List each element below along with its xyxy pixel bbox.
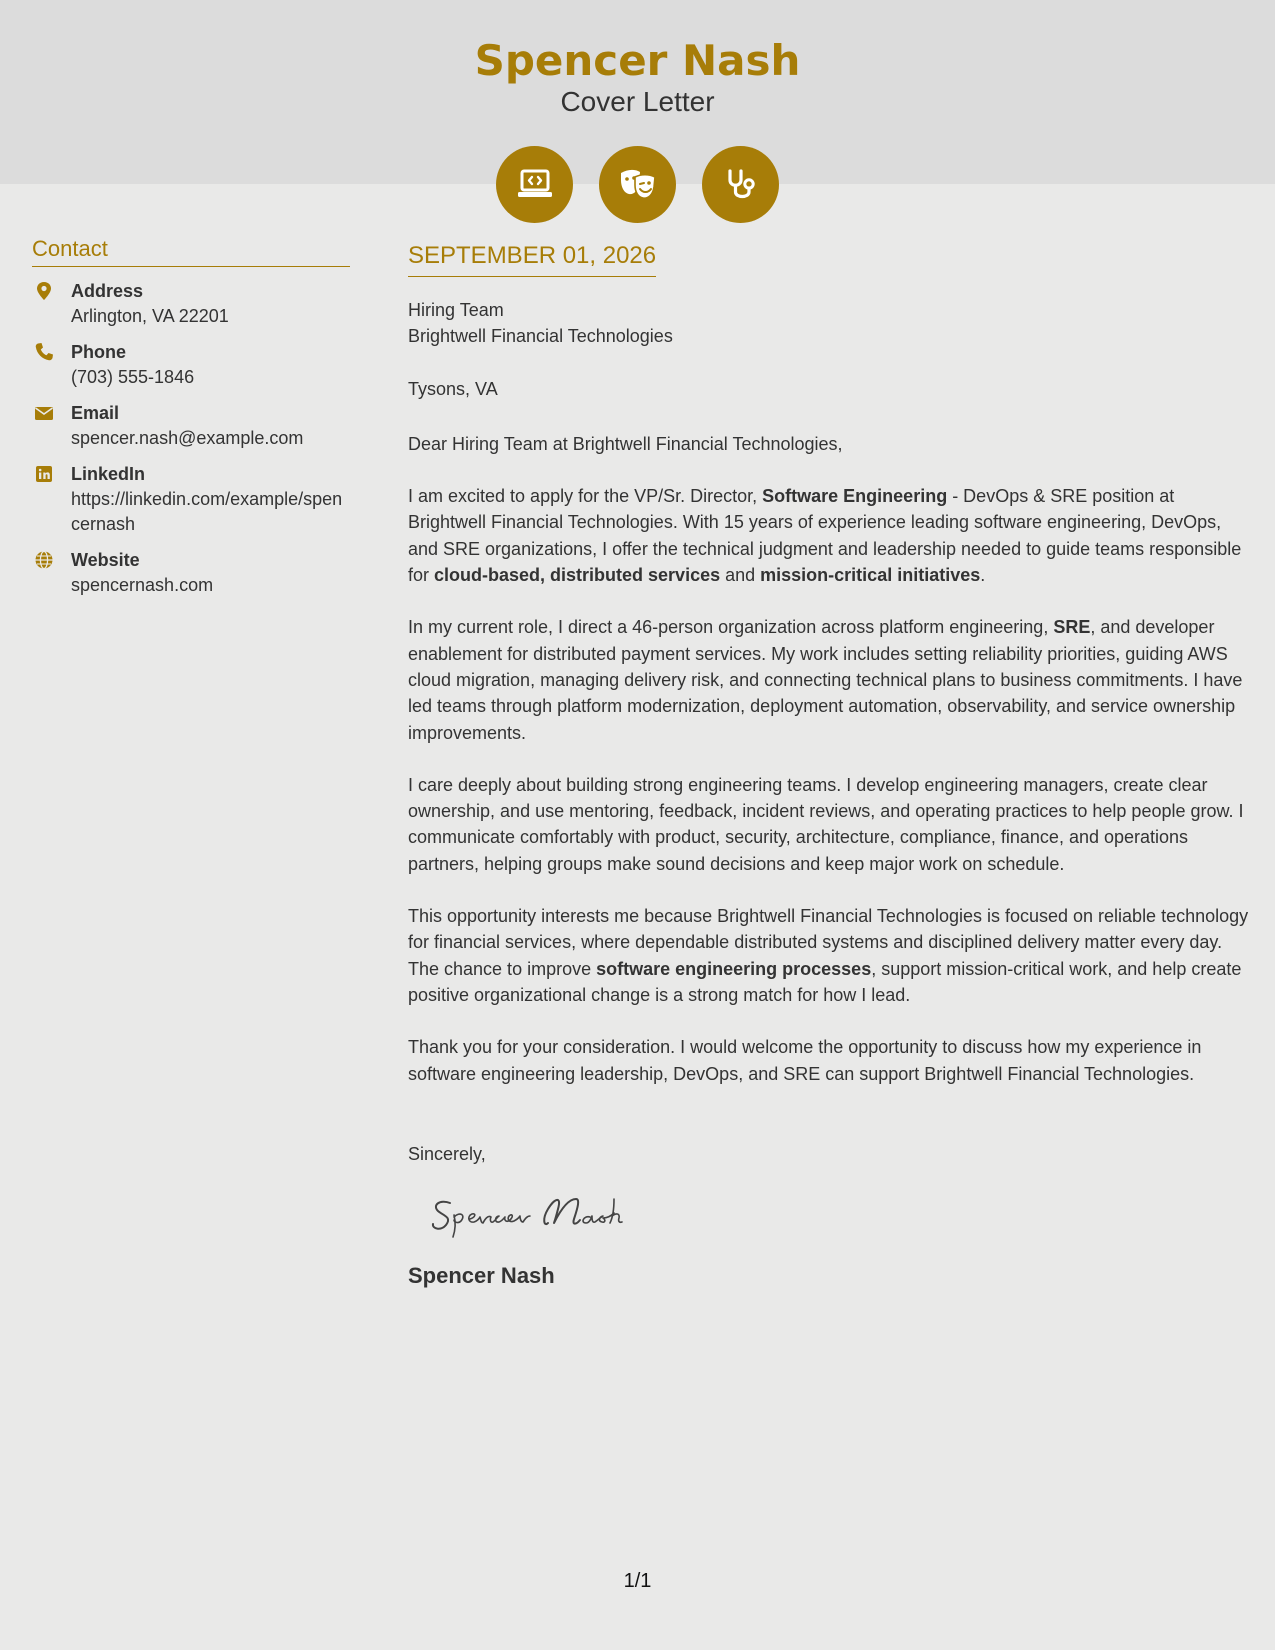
salutation: Dear Hiring Team at Brightwell Financial Technologies, bbox=[408, 433, 843, 454]
emphasis-text: Software Engineering bbox=[762, 486, 948, 507]
phone-icon bbox=[34, 342, 54, 362]
contact-phone bbox=[32, 340, 350, 390]
signer-name: Spencer Nash bbox=[408, 1263, 555, 1289]
phone-value: (703) 555-1846 bbox=[71, 367, 195, 387]
handwritten-signature bbox=[430, 1189, 660, 1243]
paragraph-5 bbox=[408, 1034, 1250, 1087]
document-subtitle: Cover Letter bbox=[560, 86, 715, 117]
contact-linkedin bbox=[32, 462, 350, 537]
globe-icon bbox=[34, 550, 54, 570]
letter-date: SEPTEMBER 01, 2026 bbox=[408, 240, 656, 277]
paragraph-4 bbox=[408, 903, 1250, 1008]
text-run: and bbox=[720, 565, 761, 586]
recipient-line: Hiring Team bbox=[408, 300, 504, 320]
signature-image bbox=[430, 1189, 660, 1243]
text-run: , and developer enablement for distributed payment services. My work includes setting reliability priorities, guiding AWS cloud migration, managing delivery risk, and connecting technical plans to business commitments. I have led teams through platform modernization, deployment automation, observability, and service ownership improvements. bbox=[408, 617, 1243, 743]
linkedin-value[interactable]: https://linkedin.com/example/spencernash bbox=[71, 489, 343, 534]
contact-label: LinkedIn bbox=[71, 464, 146, 484]
contact-label: Website bbox=[71, 550, 140, 570]
contact-heading: Contact bbox=[32, 236, 350, 267]
stethoscope-icon bbox=[702, 146, 779, 223]
laptop-code-icon bbox=[496, 146, 573, 223]
contact-email bbox=[32, 401, 350, 451]
text-run: This opportunity interests me because Brightwell Financial Technologies is focused on reliable technology for financial services, where dependable distributed systems and disciplined delivery matter every day. The chance to improve bbox=[408, 906, 1249, 979]
envelope-icon bbox=[34, 403, 54, 423]
text-run: - DevOps & SRE position at Brightwell Financial Technologies. With 15 years of experience leading software engineering, DevOps, and SRE organizations, I offer the technical judgment and leadership needed to guide teams responsible for bbox=[408, 486, 1242, 586]
paragraph-3 bbox=[408, 772, 1250, 877]
emphasis-text: cloud-based, distributed services bbox=[434, 565, 721, 586]
recipient-block bbox=[408, 297, 1250, 350]
closing: Sincerely, bbox=[408, 1143, 486, 1164]
paragraph-1 bbox=[408, 483, 1250, 588]
contact-label: Phone bbox=[71, 342, 127, 362]
text-run: I am excited to apply for the VP/Sr. Director, bbox=[408, 486, 763, 507]
contact-section bbox=[32, 236, 350, 609]
text-run: I care deeply about building strong engineering teams. I develop engineering managers, create clear ownership, and use mentoring, feedback, incident reviews, and operating practices to help people grow. I communicate comfortably with product, security, architecture, compliance, finance, and operations partners, helping groups make sound decisions and keep major work on schedule. bbox=[408, 774, 1244, 874]
theater-masks-icon bbox=[599, 146, 676, 223]
website-value[interactable]: spencernash.com bbox=[71, 575, 214, 595]
applicant-name: Spencer Nash bbox=[474, 36, 801, 85]
contact-label: Address bbox=[71, 281, 144, 301]
linkedin-icon bbox=[34, 464, 54, 484]
contact-website bbox=[32, 548, 350, 598]
address-value: Arlington, VA 22201 bbox=[71, 306, 229, 326]
paragraph-2 bbox=[408, 614, 1250, 745]
emphasis-text: software engineering processes bbox=[596, 958, 872, 979]
text-run: In my current role, I direct a 46-person organization across platform engineering, bbox=[408, 617, 1054, 638]
text-run: Thank you for your consideration. I would welcome the opportunity to discuss how my experience in software engineering leadership, DevOps, and SRE can support Brightwell Financial Technologies. bbox=[408, 1037, 1202, 1084]
header-icon-row bbox=[496, 146, 780, 224]
contact-address bbox=[32, 279, 350, 329]
recipient-company: Brightwell Financial Technologies bbox=[408, 326, 673, 347]
email-value[interactable]: spencer.nash@example.com bbox=[71, 428, 304, 448]
emphasis-text: mission-critical initiatives bbox=[760, 565, 981, 586]
recipient-city: Tysons, VA bbox=[408, 378, 498, 399]
contact-label: Email bbox=[71, 403, 120, 423]
page-number: 1/1 bbox=[623, 1570, 652, 1592]
map-pin-icon bbox=[34, 281, 54, 301]
letter-body bbox=[408, 240, 1250, 1289]
text-run: , support mission-critical work, and help create positive organizational change is a strong match for how I lead. bbox=[408, 958, 1242, 1005]
emphasis-text: SRE bbox=[1053, 617, 1091, 638]
text-run: . bbox=[980, 565, 986, 586]
